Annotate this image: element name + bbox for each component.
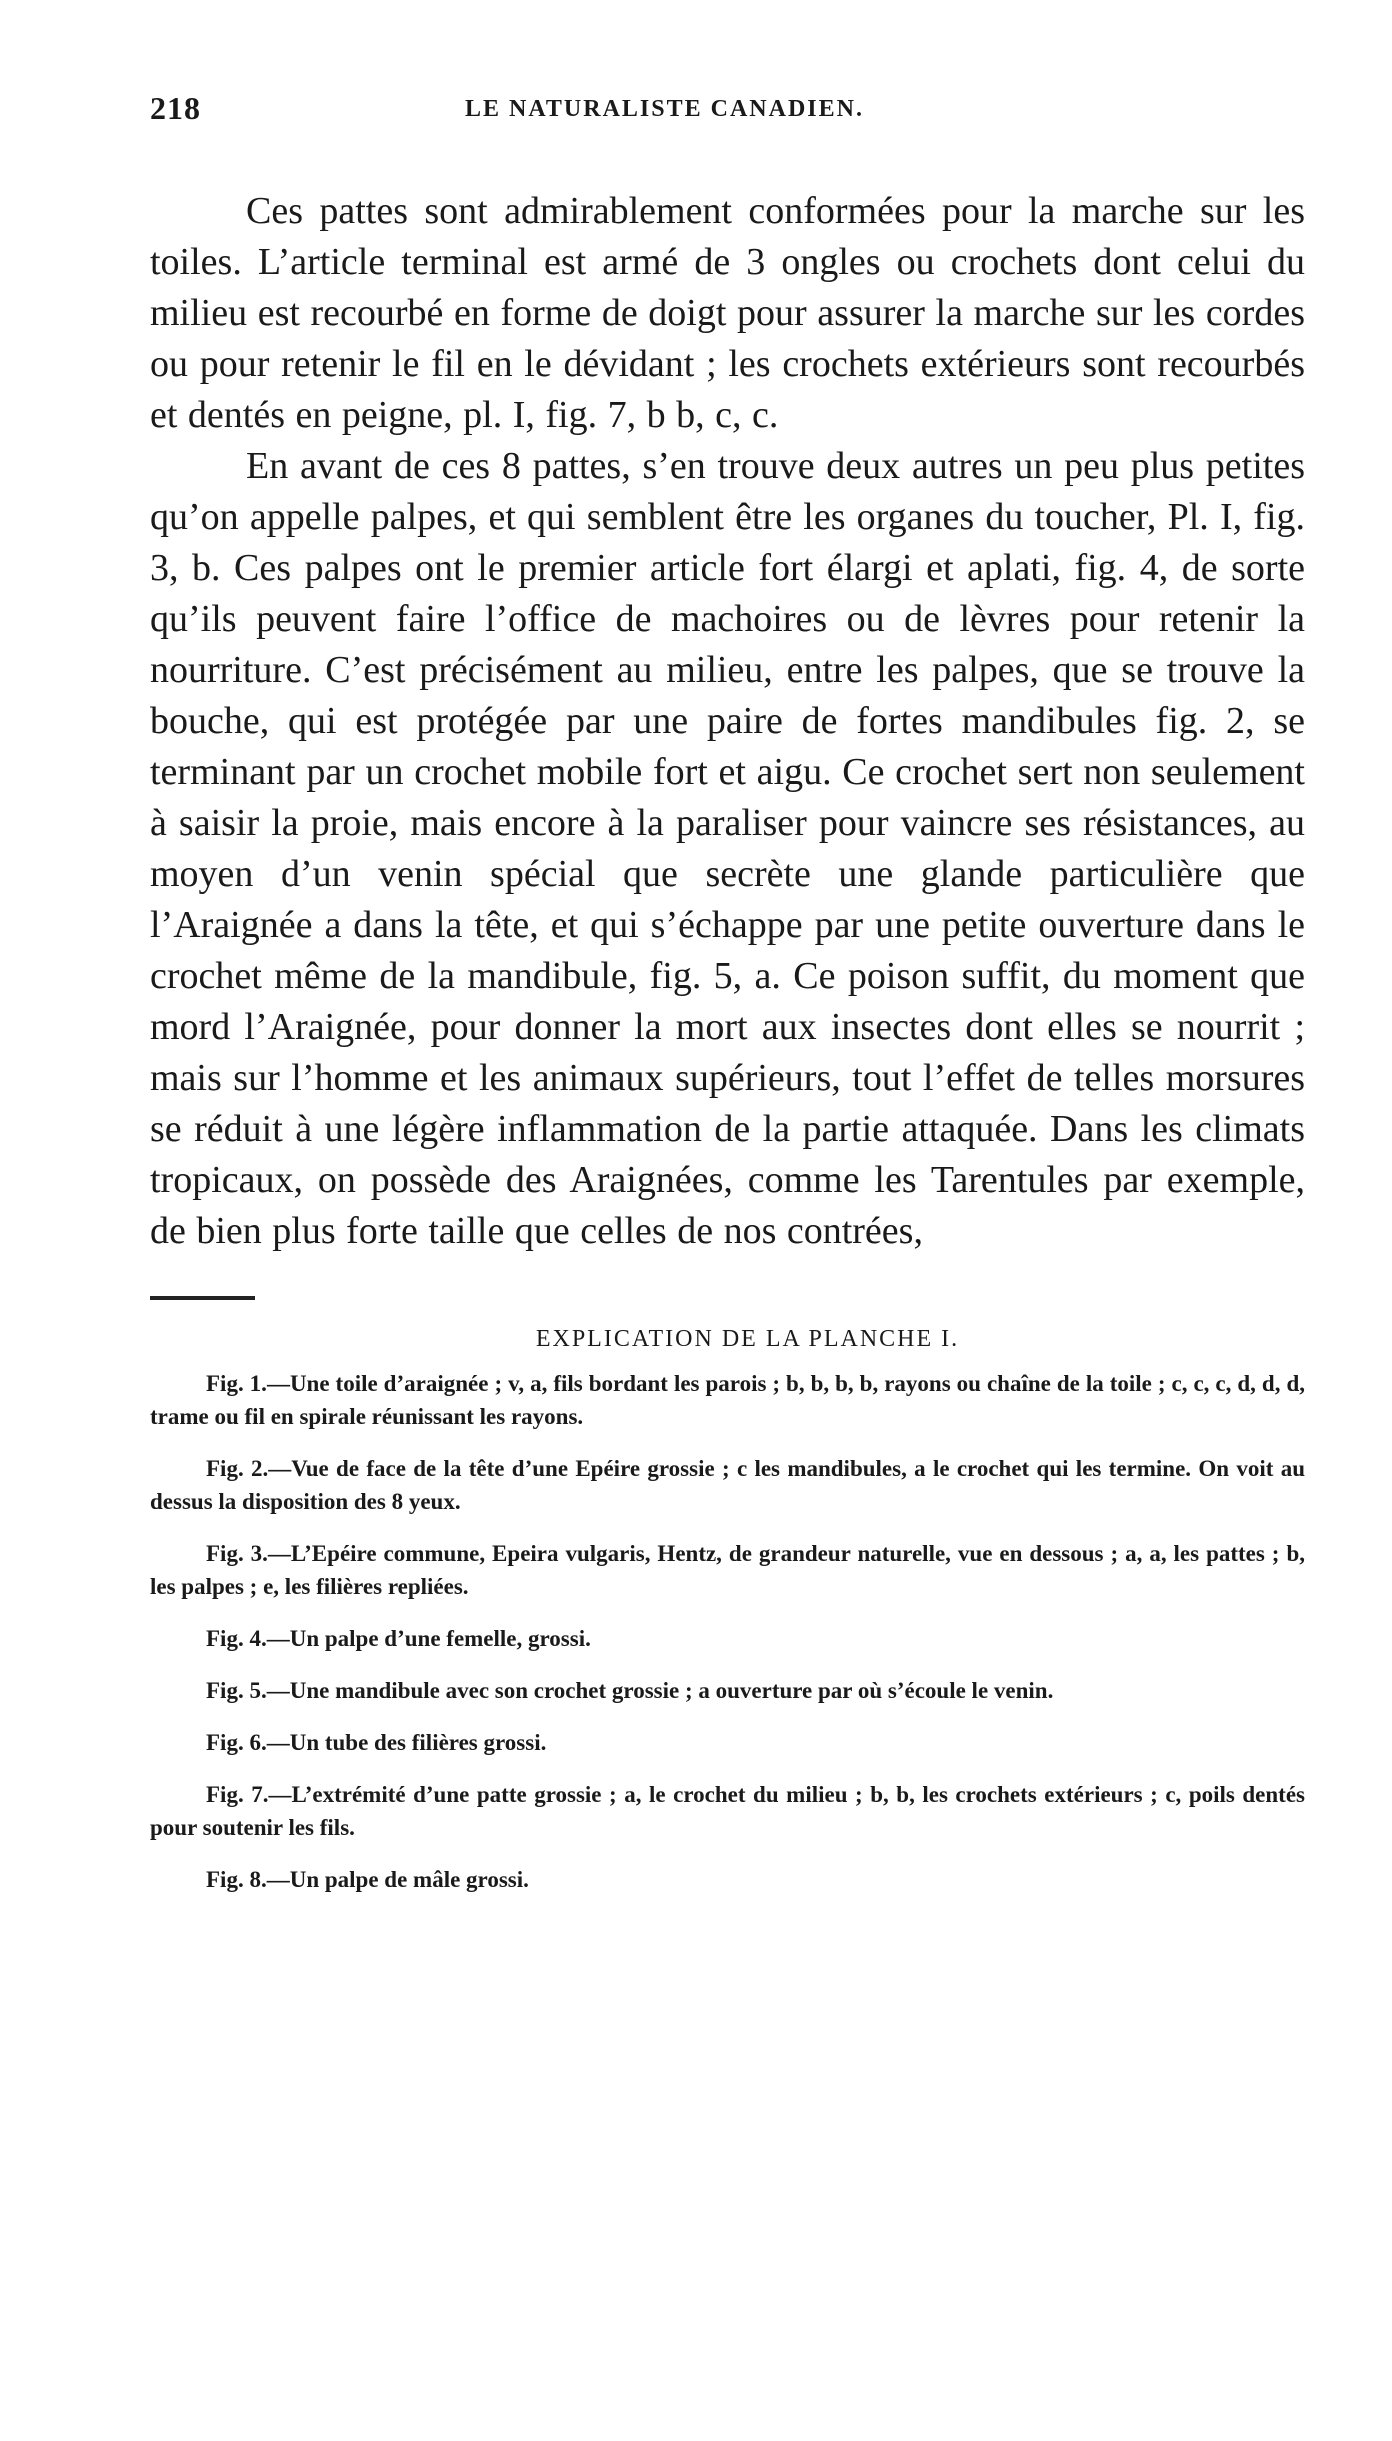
figure-label: Fig. 5. [206,1678,267,1703]
figure-description: —Une toile d’araignée ; v, a, fils bordant les parois ; b, b, b, b, rayons ou chaîne de la toile ; c, c, c, d, d, d, trame ou fil en spirale réunissant les rayons. [150,1371,1305,1429]
paragraph: Ces pattes sont admirablement conformées pour la marche sur les toiles. L’article terminal est armé de 3 ongles ou crochets dont celui du milieu est recourbé en forme de doigt pour assurer la marche sur les cordes ou pour retenir le fil en le dévidant ; les crochets extérieurs sont recourbés et dentés en peigne, pl. I, fig. 7, b b, c, c. [150,190,1305,436]
paragraph: En avant de ces 8 pattes, s’en trouve deux autres un peu plus petites qu’on appelle palpes, et qui semblent être les organes du toucher, Pl. I, fig. 3, b. Ces palpes ont le premier article fort élargi et aplati, fig. 4, de sorte qu’ils peuvent faire l’office de machoires ou de lèvres pour retenir la nourriture. C’est précisément au milieu, entre les palpes, que se trouve la bouche, qui est protégée par une paire de fortes mandibules fig. 2, se terminant par un crochet mobile fort et aigu. Ce crochet sert non seulement à saisir la proie, mais encore à la paraliser pour vaincre ses résistances, au moyen d’un venin spécial que secrète une glande particulière que l’Araignée a dans la tête, et qui s’échappe par une petite ouverture dans le crochet même de la mandibule, fig. 5, a. Ce poison suffit, du moment que mord l’Araignée, pour donner la mort aux insectes dont elles se nourrit ; mais sur l’homme et les animaux supérieurs, tout l’effet de telles morsures se réduit à une légère inflammation de la partie attaquée. Dans les climats tropicaux, on possède des Araignées, comme les Tarentules par exemple, de bien plus forte taille que celles de nos contrées, [150,445,1305,1252]
figure-label: Fig. 4. [206,1626,267,1651]
figure-caption [150,1863,1305,1896]
running-title: LE NATURALISTE CANADIEN. [465,96,864,122]
figure-description: —Vue de face de la tête d’une Epéire grossie ; c les mandibules, a le crochet qui les termine. On voit au dessus la disposition des 8 yeux. [150,1456,1305,1514]
figure-description: —Un palpe d’une femelle, grossi. [266,1626,591,1651]
figure-description: —Un tube des filières grossi. [266,1730,547,1755]
figure-captions [150,1367,1305,1896]
figure-label: Fig. 7. [206,1782,269,1807]
figure-label: Fig. 6. [206,1730,267,1755]
figure-description: —Une mandibule avec son crochet grossie ; a ouverture par où s’écoule le venin. [266,1678,1054,1703]
page-number: 218 [150,90,201,126]
figure-label: Fig. 3. [206,1541,268,1566]
figure-label: Fig. 1. [206,1371,267,1396]
body-text [150,186,1305,1257]
figure-caption [150,1674,1305,1707]
figure-description: —Un palpe de mâle grossi. [266,1867,529,1892]
figure-caption [150,1726,1305,1759]
page-header [150,90,1305,130]
figure-label: Fig. 8. [206,1867,267,1892]
figure-description: —L’Epéire commune, Epeira vulgaris, Hentz, de grandeur naturelle, vue en dessous ; a, a, les pattes ; b, les palpes ; e, les filières repliées. [150,1541,1305,1599]
book-page [150,90,1305,1915]
figure-caption [150,1778,1305,1844]
figure-caption [150,1367,1305,1433]
plate-explanation-title: EXPLICATION DE LA PLANCHE I. [535,1326,960,1352]
figure-label: Fig. 2. [206,1456,269,1481]
figure-description: —L’extrémité d’une patte grossie ; a, le crochet du milieu ; b, b, les crochets extérieurs ; c, poils dentés pour soutenir les fils. [150,1782,1305,1840]
section-divider [150,1296,255,1300]
figure-caption [150,1452,1305,1518]
figure-caption [150,1622,1305,1655]
figure-caption [150,1537,1305,1603]
